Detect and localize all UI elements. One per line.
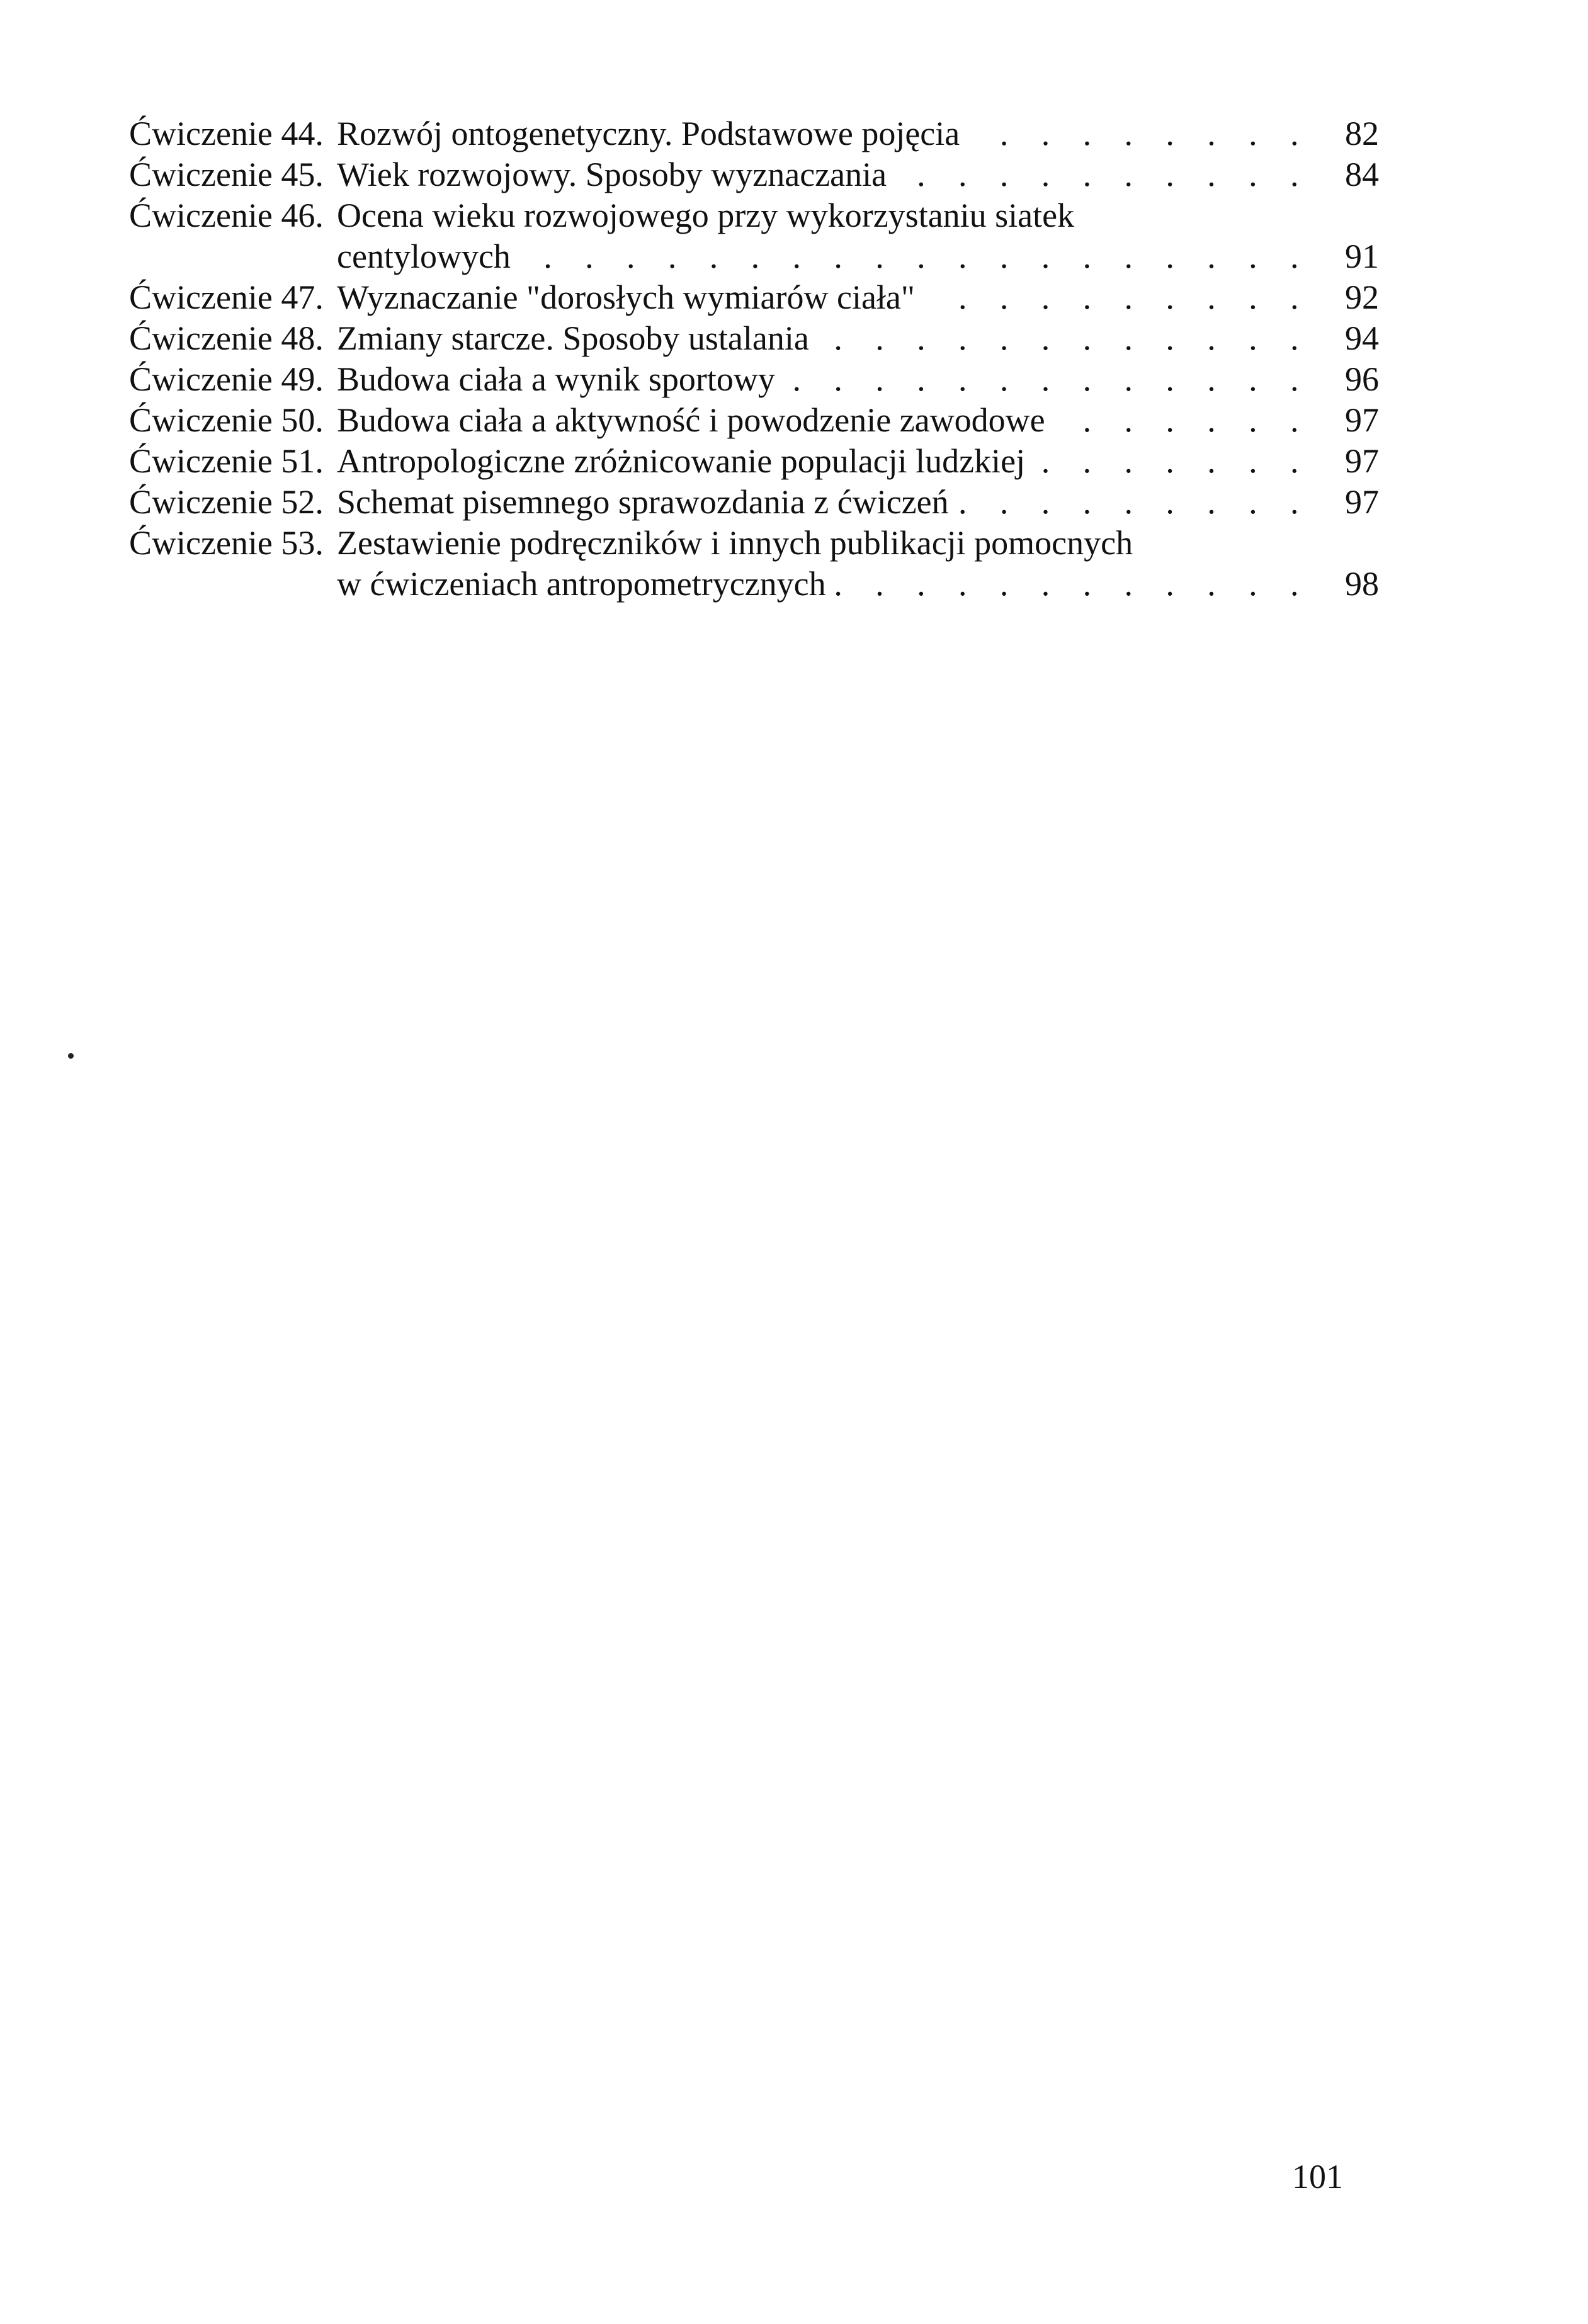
- entry-body: [337, 400, 1379, 441]
- entry-line: [337, 400, 1379, 441]
- entry-line: [337, 564, 1379, 605]
- entry-line: [337, 277, 1379, 318]
- toc-entry: [129, 400, 1379, 441]
- entry-body: [337, 523, 1379, 605]
- entry-line: [337, 523, 1379, 564]
- entry-line: [337, 154, 1379, 195]
- toc-entry: [129, 277, 1379, 318]
- dot-leader: [785, 359, 1311, 400]
- dot-leader: [1035, 441, 1311, 482]
- exercise-title: Budowa ciała a aktywność i powodzenie zawodowe: [337, 401, 1045, 439]
- exercise-title: Budowa ciała a wynik sportowy: [337, 360, 775, 398]
- page-number: 98: [1345, 565, 1379, 603]
- page-number: 97: [1345, 483, 1379, 521]
- entry-line: [337, 482, 1379, 523]
- entry-line: [337, 359, 1379, 400]
- toc-entry: [129, 441, 1379, 482]
- entry-body: [337, 277, 1379, 318]
- dot-leader: [925, 277, 1311, 318]
- exercise-label: Ćwiczenie 53.: [129, 524, 324, 562]
- exercise-label: Ćwiczenie 45.: [129, 156, 324, 193]
- entry-line: [337, 318, 1379, 359]
- toc-entry: [129, 113, 1379, 154]
- exercise-label: Ćwiczenie 44.: [129, 115, 324, 152]
- entry-line: [337, 441, 1379, 482]
- toc-entry: [129, 482, 1379, 523]
- exercise-title-continued: w ćwiczeniach antropometrycznych: [337, 565, 826, 603]
- page-number: 97: [1345, 442, 1379, 480]
- exercise-label: Ćwiczenie 49.: [129, 360, 324, 398]
- entry-body: [337, 113, 1379, 154]
- page-number: 91: [1345, 237, 1379, 275]
- entry-body: [337, 441, 1379, 482]
- toc-entry: [129, 523, 1379, 605]
- exercise-title: Wyznaczanie "dorosłych wymiarów ciała": [337, 278, 915, 316]
- entry-body: [337, 359, 1379, 400]
- exercise-title: Schemat pisemnego sprawozdania z ćwiczeń: [337, 483, 949, 521]
- page-number: 84: [1345, 156, 1379, 193]
- exercise-title-continued: centylowych: [337, 237, 511, 275]
- page-number: 94: [1345, 319, 1379, 357]
- exercise-label: Ćwiczenie 47.: [129, 278, 324, 316]
- page-number: 82: [1345, 115, 1379, 152]
- entry-body: [337, 154, 1379, 195]
- dot-leader: [959, 482, 1311, 523]
- exercise-label: Ćwiczenie 46.: [129, 197, 324, 234]
- entry-body: [337, 482, 1379, 523]
- exercise-title: Wiek rozwojowy. Sposoby wyznaczania: [337, 156, 887, 193]
- exercise-title: Ocena wieku rozwojowego przy wykorzystaniu siatek: [337, 197, 1075, 234]
- page-number: 96: [1345, 360, 1379, 398]
- dot-leader: [897, 154, 1311, 195]
- toc-entry: [129, 318, 1379, 359]
- toc-entry: [129, 154, 1379, 195]
- page-number: 92: [1345, 278, 1379, 316]
- exercise-title: Rozwój ontogenetyczny. Podstawowe pojęcia: [337, 115, 960, 152]
- table-of-contents: [129, 113, 1379, 605]
- dot-leader: [1055, 400, 1311, 441]
- entry-body: [337, 195, 1379, 277]
- dot-leader: [970, 113, 1311, 154]
- exercise-title: Zestawienie podręczników i innych publikacji pomocnych: [337, 524, 1133, 562]
- entry-line: [337, 195, 1379, 236]
- toc-entry: [129, 359, 1379, 400]
- dot-leader: [836, 564, 1311, 605]
- scan-speck: [68, 1053, 74, 1059]
- exercise-label: Ćwiczenie 50.: [129, 401, 324, 439]
- exercise-label: Ćwiczenie 51.: [129, 442, 324, 480]
- exercise-title: Zmiany starcze. Sposoby ustalania: [337, 319, 809, 357]
- page-number: 97: [1345, 401, 1379, 439]
- exercise-label: Ćwiczenie 52.: [129, 483, 324, 521]
- dot-leader: [819, 318, 1311, 359]
- page-footer-number: 101: [1292, 2158, 1343, 2196]
- entry-line: [337, 236, 1379, 277]
- exercise-title: Antropologiczne zróżnicowanie populacji ludzkiej: [337, 442, 1026, 480]
- toc-entry: [129, 195, 1379, 277]
- exercise-label: Ćwiczenie 48.: [129, 319, 324, 357]
- entry-body: [337, 318, 1379, 359]
- dot-leader: [521, 236, 1311, 277]
- entry-line: [337, 113, 1379, 154]
